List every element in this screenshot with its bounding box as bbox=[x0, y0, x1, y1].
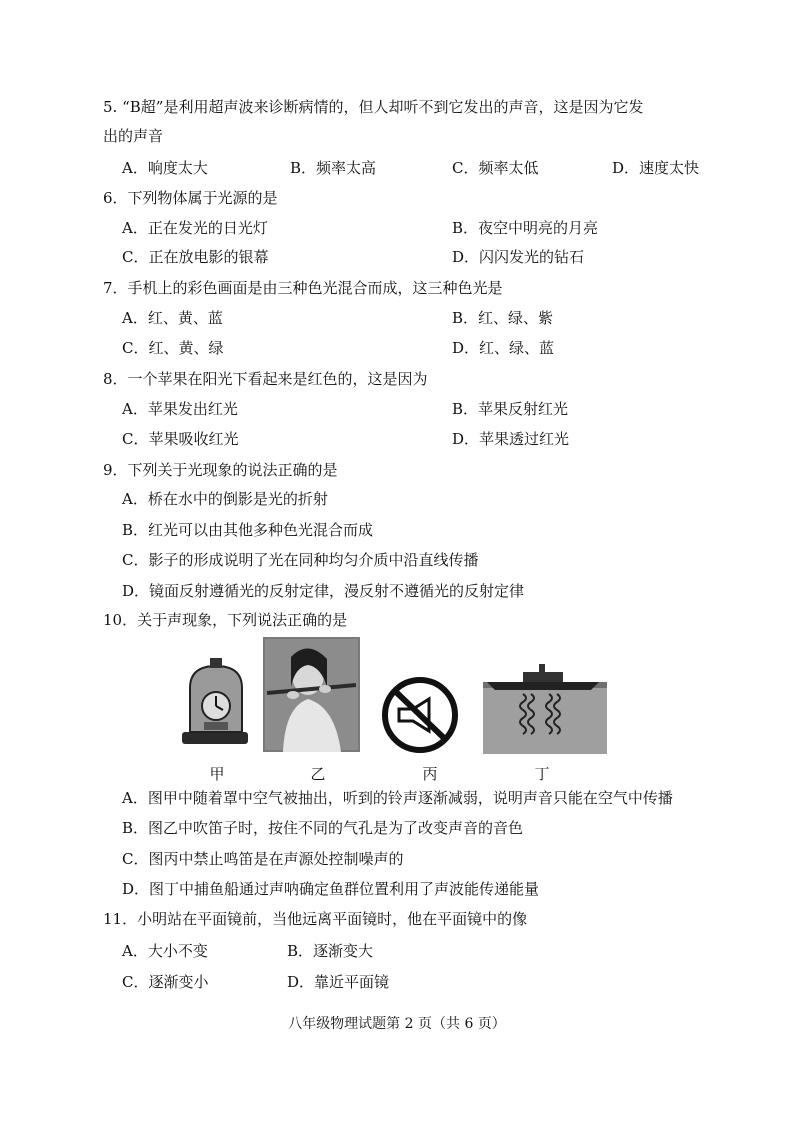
figure-bell-jar bbox=[180, 658, 252, 748]
figure-label-bing: 丙 bbox=[422, 765, 438, 783]
q5-stem-line2: 出的声音 bbox=[103, 127, 164, 145]
figure-label-ding: 丁 bbox=[534, 765, 550, 783]
q8-option-a: A．苹果发出红光 bbox=[122, 400, 238, 418]
q8-stem: 8．一个苹果在阳光下看起来是红色的，这是因为 bbox=[103, 370, 428, 388]
q5-option-b: B．频率太高 bbox=[290, 159, 377, 177]
q8-option-c: C．苹果吸收红光 bbox=[122, 430, 239, 448]
q9-option-d: D．镜面反射遵循光的反射定律，漫反射不遵循光的反射定律 bbox=[122, 582, 525, 600]
page-footer: 八年级物理试题第 2 页（共 6 页） bbox=[288, 1016, 506, 1032]
q5-option-a: A．响度太大 bbox=[122, 159, 208, 177]
figure-flute-player bbox=[263, 637, 360, 752]
q7-option-c: C．红、黄、绿 bbox=[122, 339, 224, 357]
q9-option-c: C．影子的形成说明了光在同种均匀介质中沿直线传播 bbox=[122, 551, 479, 569]
figure-sonar-boat bbox=[483, 664, 607, 754]
q10-option-c: C．图丙中禁止鸣笛是在声源处控制噪声的 bbox=[122, 850, 404, 868]
q9-stem: 9．下列关于光现象的说法正确的是 bbox=[103, 461, 338, 479]
q7-option-a: A．红、黄、蓝 bbox=[122, 309, 223, 327]
q9-option-a: A．桥在水中的倒影是光的折射 bbox=[122, 490, 328, 508]
figure-label-jia: 甲 bbox=[209, 765, 225, 783]
q7-option-b: B．红、绿、紫 bbox=[452, 309, 554, 327]
q8-option-d: D．苹果透过红光 bbox=[452, 430, 570, 448]
q6-option-c: C．正在放电影的银幕 bbox=[122, 248, 269, 266]
q11-option-b: B．逐渐变大 bbox=[287, 942, 374, 960]
q6-option-a: A．正在发光的日光灯 bbox=[122, 219, 268, 237]
q9-option-b: B．红光可以由其他多种色光混合而成 bbox=[122, 521, 374, 539]
q5-stem-line1: 5. “B超”是利用超声波来诊断病情的，但人却听不到它发出的声音，这是因为它发 bbox=[103, 98, 644, 116]
q10-option-d: D．图丁中捕鱼船通过声呐确定鱼群位置利用了声波能传递能量 bbox=[122, 880, 540, 898]
q10-option-b: B．图乙中吹笛子时，按住不同的气孔是为了改变声音的音色 bbox=[122, 819, 524, 837]
figure-no-horn-sign bbox=[373, 677, 467, 753]
figure-label-yi: 乙 bbox=[310, 765, 326, 783]
q10-stem: 10．关于声现象，下列说法正确的是 bbox=[103, 611, 348, 629]
q6-stem: 6．下列物体属于光源的是 bbox=[103, 189, 278, 207]
q7-stem: 7．手机上的彩色画面是由三种色光混合而成，这三种色光是 bbox=[103, 279, 503, 297]
q11-option-c: C．逐渐变小 bbox=[122, 973, 209, 991]
q6-option-b: B．夜空中明亮的月亮 bbox=[452, 219, 599, 237]
q11-stem: 11．小明站在平面镜前，当他远离平面镜时，他在平面镜中的像 bbox=[103, 910, 528, 928]
q8-option-b: B．苹果反射红光 bbox=[452, 400, 569, 418]
q6-option-d: D．闪闪发光的钻石 bbox=[452, 248, 585, 266]
q10-option-a: A．图甲中随着罩中空气被抽出，听到的铃声逐渐减弱，说明声音只能在空气中传播 bbox=[122, 789, 673, 807]
q5-option-c: C．频率太低 bbox=[452, 159, 539, 177]
q7-option-d: D．红、绿、蓝 bbox=[452, 339, 555, 357]
q5-option-d: D．速度太快 bbox=[612, 159, 700, 177]
q11-option-d: D．靠近平面镜 bbox=[287, 973, 390, 991]
q11-option-a: A．大小不变 bbox=[122, 942, 208, 960]
